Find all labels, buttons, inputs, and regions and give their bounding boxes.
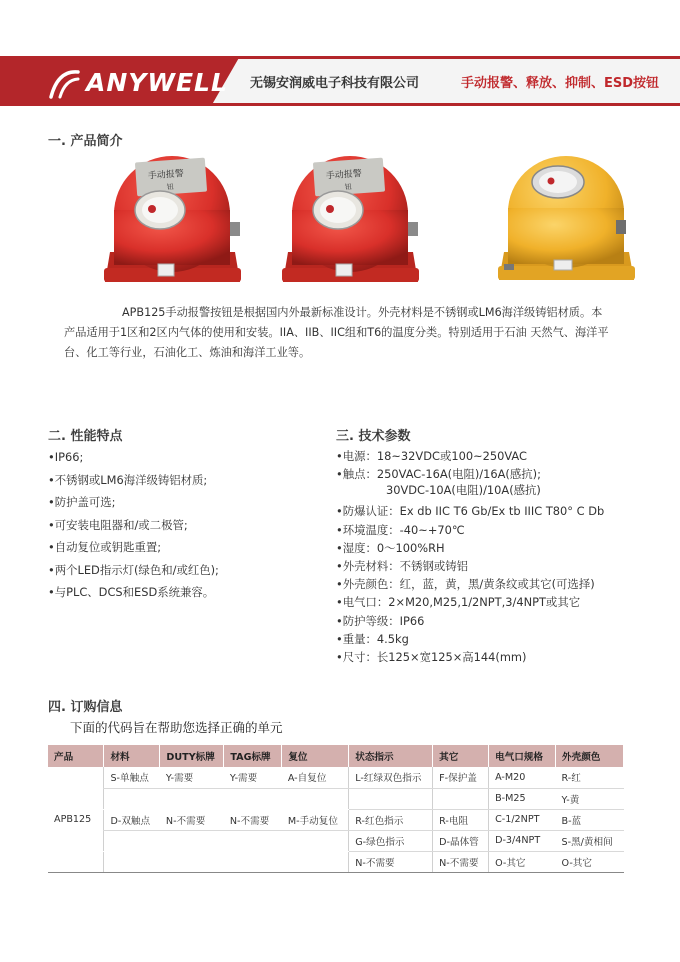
table-cell: D-晶体管 xyxy=(433,830,489,851)
table-cell xyxy=(282,830,349,851)
table-cell: D-双触点 xyxy=(104,809,160,830)
spec-power: •电源：18~32VDC或100~250VAC xyxy=(336,449,527,463)
table-cell: O-其它 xyxy=(489,851,556,872)
table-header-cell: 产品 xyxy=(48,745,104,767)
section3-title: 三. 技术参数 xyxy=(336,429,411,444)
table-cell: S-黑/黄相间 xyxy=(556,830,624,851)
spec-electrical-port: •电气口：2×M20,M25,1/2NPT,3/4NPT或其它 xyxy=(336,595,581,610)
table-cell: A-自复位 xyxy=(282,767,349,788)
section4-title: 四. 订购信息 xyxy=(48,700,123,715)
table-cell xyxy=(104,830,160,851)
table-cell: Y-需要 xyxy=(224,767,282,788)
product-image-yellow xyxy=(494,150,639,290)
table-cell: R-红 xyxy=(556,767,624,788)
table-cell: Y-需要 xyxy=(160,767,224,788)
table-cell: R-电阻 xyxy=(433,809,489,830)
spec-explosion: •防爆认证：Ex db IIC T6 Gb/Ex tb IIIC T80° C Db xyxy=(336,504,605,519)
table-cell xyxy=(160,830,224,851)
table-cell: D-3/4NPT xyxy=(489,830,556,851)
feature-item: •可安装电阻器和/或二极管; xyxy=(48,517,188,532)
table-header-cell: 其它 xyxy=(433,745,489,767)
brand-name: ANYWELL xyxy=(86,68,228,97)
table-cell: O-其它 xyxy=(556,851,624,872)
table-cell: N-不需要 xyxy=(433,851,489,872)
table-cell xyxy=(224,788,282,809)
table-cell: B-蓝 xyxy=(556,809,624,830)
table-cell xyxy=(160,851,224,872)
table-cell: R-红色指示 xyxy=(349,809,433,830)
table-cell: A-M20 xyxy=(489,767,556,788)
feature-item: •两个LED指示灯(绿色和/或红色); xyxy=(48,562,219,577)
feature-item: •IP66; xyxy=(48,450,84,464)
table-cell xyxy=(104,851,160,872)
product-intro xyxy=(64,303,634,363)
table-header-cell: 电气口规格 xyxy=(489,745,556,767)
order-table xyxy=(48,745,624,873)
table-cell: N-不需要 xyxy=(349,851,433,872)
table-header-cell: 状态指示 xyxy=(349,745,433,767)
header-tagline: 手动报警、释放、抑制、ESD按钮 xyxy=(461,76,660,91)
table-header-row xyxy=(48,745,624,767)
table-cell: S-单触点 xyxy=(104,767,160,788)
spec-shell-material: •外壳材料：不锈钢或铸铝 xyxy=(336,559,469,574)
table-cell xyxy=(282,788,349,809)
feature-item: •防护盖可选; xyxy=(48,495,116,509)
product-image-red-1 xyxy=(100,150,245,290)
table-row xyxy=(48,809,624,830)
spec-size: •尺寸：长125×宽125×高144(mm) xyxy=(336,650,527,665)
spec-temperature: •环境温度：-40~+70℃ xyxy=(336,522,465,537)
table-cell: F-保护盖 xyxy=(433,767,489,788)
table-row xyxy=(48,830,624,851)
feature-item: •不锈钢或LM6海洋级铸铝材质; xyxy=(48,472,208,487)
spec-contact: •触点：250VAC-16A(电阻)/16A(感抗); 30VDC-10A(电阻)/10A(感抗) xyxy=(336,467,541,498)
table-row xyxy=(48,851,624,872)
plate-text: 手动报警 xyxy=(147,169,185,182)
feature-item: •自动复位或钥匙重置; xyxy=(48,540,162,554)
table-cell xyxy=(160,788,224,809)
spec-list xyxy=(336,447,604,666)
product-image-red-2 xyxy=(278,150,423,290)
spec-weight: •重量：4.5kg xyxy=(336,631,409,646)
feature-list xyxy=(48,446,219,604)
table-cell xyxy=(224,830,282,851)
table-cell: N-不需要 xyxy=(160,809,224,830)
plate-text: 钮 xyxy=(166,182,174,192)
intro-line-2: 产品适用于1区和2区内气体的使用和安装。IIA、IIB、IIC组和T6的温度分类。特别适用于石油 天然气、海洋平 xyxy=(64,326,609,339)
table-header-cell: TAG标牌 xyxy=(224,745,282,767)
section2-title: 二. 性能特点 xyxy=(48,429,123,444)
plate-text: 钮 xyxy=(344,182,352,192)
spec-humidity: •湿度：0～100%RH xyxy=(336,540,445,555)
table-row xyxy=(48,767,624,788)
table-header-cell: 材料 xyxy=(104,745,160,767)
section1-title: 一. 产品简介 xyxy=(48,134,123,149)
table-cell: M-手动复位 xyxy=(282,809,349,830)
intro-line-3: 台、化工等行业，石油化工、炼油和海洋工业等。 xyxy=(64,346,311,359)
header-bottom-rule xyxy=(200,103,680,106)
table-cell xyxy=(104,788,160,809)
table-cell: C-1/2NPT xyxy=(489,809,556,830)
product-model-cell: APB125 xyxy=(48,767,104,872)
table-cell xyxy=(433,788,489,809)
order-subtitle: 下面的代码旨在帮助您选择正确的单元 xyxy=(70,720,283,735)
page-header xyxy=(0,56,680,106)
spec-shell-color: •外壳颜色：红，蓝，黄，黑/黄条纹或其它(可选择) xyxy=(336,577,595,592)
table-header-cell: 复位 xyxy=(282,745,349,767)
table-cell: Y-黄 xyxy=(556,788,624,809)
spec-protection: •防护等级：IP66 xyxy=(336,613,425,628)
intro-line-1: APB125手动报警按钮是根据国内外最新标准设计。外壳材料是不锈钢或LM6海洋级铸铝材质。本 xyxy=(122,306,603,319)
table-cell xyxy=(224,851,282,872)
feature-item: •与PLC、DCS和ESD系统兼容。 xyxy=(48,585,215,599)
company-name: 无锡安润威电子科技有限公司 xyxy=(250,76,420,91)
table-header-cell: 外壳颜色 xyxy=(556,745,624,767)
brand-logo-icon xyxy=(48,66,82,100)
table-cell: L-红绿双色指示 xyxy=(349,767,433,788)
plate-text: 手动报警 xyxy=(325,169,363,182)
table-header-cell: DUTY标牌 xyxy=(160,745,224,767)
table-cell: B-M25 xyxy=(489,788,556,809)
header-top-rule xyxy=(210,56,680,59)
table-cell: G-绿色指示 xyxy=(349,830,433,851)
table-cell xyxy=(282,851,349,872)
table-cell xyxy=(349,788,433,809)
table-row xyxy=(48,788,624,809)
table-cell: N-不需要 xyxy=(224,809,282,830)
